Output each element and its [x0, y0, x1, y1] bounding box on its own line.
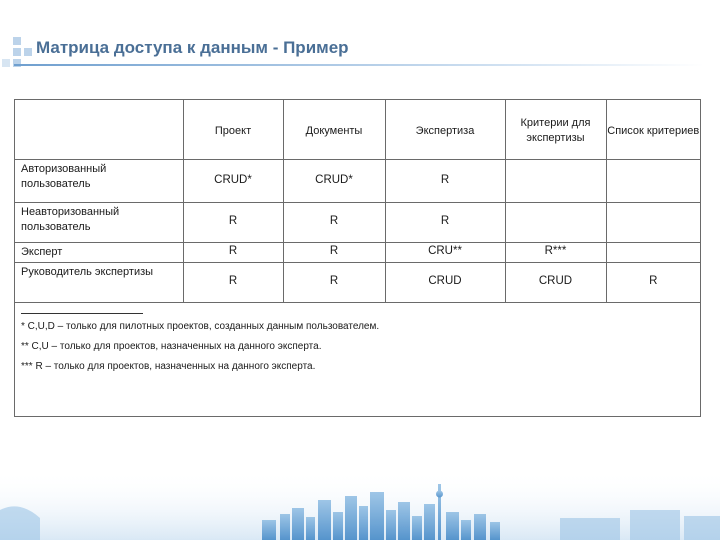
corner-square-decor — [2, 59, 10, 67]
row-header: Авторизованный пользователь — [15, 159, 183, 202]
access-matrix-table — [15, 100, 700, 303]
table-cell: R — [183, 262, 283, 302]
row-header: Эксперт — [15, 242, 183, 262]
slide-title: Матрица доступа к данным - Пример — [36, 38, 349, 57]
corner-square-decor — [13, 37, 21, 45]
column-header: Критерии для экспертизы — [505, 100, 606, 159]
access-matrix-frame — [14, 99, 701, 417]
footnote: ** C,U – только для проектов, назначенных на данного эксперта. — [21, 341, 322, 352]
table-cell: R*** — [505, 242, 606, 262]
row-header: Руководитель экспертизы — [15, 262, 183, 302]
table-cell — [505, 159, 606, 202]
table-cell: CRUD — [505, 262, 606, 302]
table-cell — [606, 202, 700, 242]
table-row — [15, 242, 700, 262]
table-cell: CRUD* — [183, 159, 283, 202]
table-header-row — [15, 100, 700, 159]
skyline-decoration — [0, 470, 720, 540]
table-cell: R — [183, 242, 283, 262]
column-header: Документы — [283, 100, 385, 159]
corner-square-decor — [24, 48, 32, 56]
table-cell: R — [283, 262, 385, 302]
table-cell: CRUD* — [283, 159, 385, 202]
table-cell: R — [385, 159, 505, 202]
table-cell: R — [606, 262, 700, 302]
table-cell — [505, 202, 606, 242]
table-cell: R — [385, 202, 505, 242]
table-cell: R — [283, 242, 385, 262]
table-row — [15, 159, 700, 202]
table-row — [15, 202, 700, 242]
row-header: Неавторизованный пользователь — [15, 202, 183, 242]
footnote-rule — [21, 313, 143, 314]
table-cell — [606, 242, 700, 262]
table-cell — [606, 159, 700, 202]
corner-square-decor — [13, 48, 21, 56]
table-cell: CRU** — [385, 242, 505, 262]
footnote: *** R – только для проектов, назначенных на данного эксперта. — [21, 361, 316, 372]
corner-cell — [15, 100, 183, 159]
table-cell: R — [183, 202, 283, 242]
table-cell: R — [283, 202, 385, 242]
column-header: Проект — [183, 100, 283, 159]
footnote: * C,U,D – только для пилотных проектов, созданных данным пользователем. — [21, 321, 380, 332]
footnotes — [21, 313, 691, 381]
column-header: Экспертиза — [385, 100, 505, 159]
column-header: Список критериев — [606, 100, 700, 159]
table-cell: CRUD — [385, 262, 505, 302]
table-row — [15, 262, 700, 302]
title-underline — [14, 64, 704, 66]
